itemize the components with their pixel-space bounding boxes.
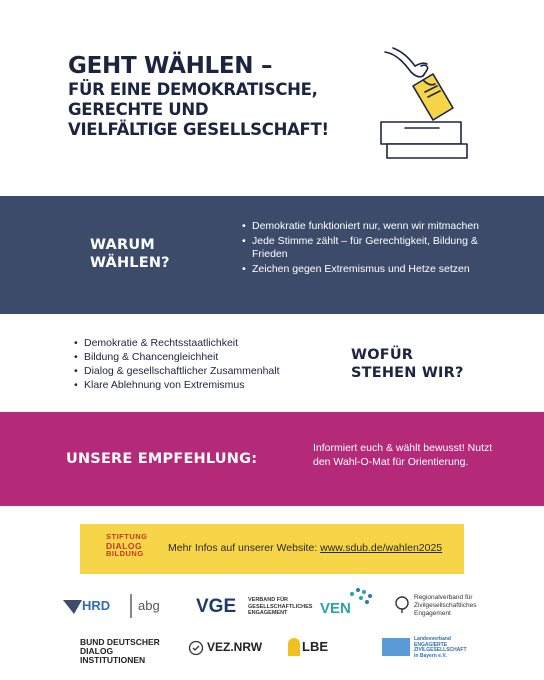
vge-subtitle-line-2: GESELLSCHAFTLICHES xyxy=(248,603,313,610)
why-heading-line-1: WARUM xyxy=(90,237,155,253)
recommendation-heading: UNSERE EMPFEHLUNG: xyxy=(66,451,258,467)
ven-logo-text: VEN xyxy=(320,600,351,617)
abg-divider xyxy=(130,594,132,618)
abg-logo xyxy=(130,592,184,622)
list-item: • Demokratie & Rechtsstaatlichkeit xyxy=(74,336,334,350)
vez-circle-icon xyxy=(188,640,204,656)
values-heading-line-1: WOFÜR xyxy=(351,347,414,363)
vez-nrw-logo xyxy=(188,638,278,660)
regionalverband-logo xyxy=(394,592,514,622)
logo-line-3: BILDUNG xyxy=(106,549,144,558)
ballot-box-icon xyxy=(375,46,475,166)
values-list xyxy=(74,336,334,392)
hrd-logo-text: HRD xyxy=(82,598,111,613)
abg-logo-text: abg xyxy=(138,598,160,613)
lbe-mark-icon xyxy=(288,638,300,656)
values-heading xyxy=(351,346,464,382)
bdd-line-2: DIALOG INSTITUTIONEN xyxy=(80,646,146,665)
list-item: • Dialog & gesellschaftlicher Zusammenhalt xyxy=(74,364,334,378)
ezg-line-4: in Bayern e.V. xyxy=(414,652,447,659)
recommendation-section xyxy=(0,412,544,506)
page-title xyxy=(68,52,368,140)
website-banner xyxy=(80,524,464,574)
why-vote-section xyxy=(0,196,544,314)
ezg-line-1: Landesverband xyxy=(414,636,451,642)
regionalverband-line-3: Engagement xyxy=(414,610,451,617)
list-item: • Demokratie funktioniert nur, wenn wir mitmachen xyxy=(242,220,502,234)
ven-logo xyxy=(318,586,382,624)
why-heading-line-2: WÄHLEN? xyxy=(90,255,170,271)
ezg-text xyxy=(414,637,467,659)
bdd-line-1: BUND DEUTSCHER xyxy=(80,637,160,647)
recommendation-text: Informiert euch & wählt bewusst! Nutzt den Wahl-O-Mat für Orientierung. xyxy=(313,442,493,468)
title-line-2: FÜR EINE DEMOKRATISCHE, xyxy=(68,80,318,99)
vge-subtitle-line-3: ENGAGEMENT xyxy=(248,610,288,616)
vge-subtitle xyxy=(248,597,312,617)
list-item: • Bildung & Chancengleichheit xyxy=(74,350,334,364)
ezg-mark-icon xyxy=(382,638,410,656)
ezg-logo xyxy=(382,636,492,660)
regionalverband-pin-icon xyxy=(394,596,410,614)
bdd-logo xyxy=(80,637,176,665)
regionalverband-line-2: Zivilgesellschaftliches xyxy=(414,602,477,609)
title-line-3: GERECHTE UND xyxy=(68,100,209,119)
vez-logo-text: VEZ.NRW xyxy=(207,640,263,654)
why-vote-heading xyxy=(90,236,170,272)
bdd-text xyxy=(80,638,176,665)
title-line-1: GEHT WÄHLEN – xyxy=(68,53,273,79)
values-heading-line-2: STEHEN WIR? xyxy=(351,365,464,381)
regionalverband-line-1: Regionalverband für xyxy=(414,594,473,601)
lbe-logo-text: LBE xyxy=(302,639,328,654)
hrd-logo xyxy=(62,594,114,620)
logo-line-1: STIFTUNG xyxy=(106,532,148,541)
website-info-prefix: Mehr Infos auf unserer Website: xyxy=(168,542,321,554)
list-item: • Klare Ablehnung von Extremismus xyxy=(74,378,334,392)
website-info xyxy=(168,542,442,555)
stiftung-dialog-bildung-logo xyxy=(106,533,150,559)
list-item: • Jede Stimme zählt – für Gerechtigkeit, Bildung & Frieden xyxy=(242,235,502,262)
title-line-4: VIELFÄLTIGE GESELLSCHAFT! xyxy=(68,120,329,139)
vge-logo-text: VGE xyxy=(196,596,237,617)
values-section xyxy=(0,314,544,412)
lbe-logo xyxy=(288,636,358,660)
ezg-line-2: ENGAGIERTE xyxy=(414,641,448,648)
why-vote-list xyxy=(242,220,502,277)
vge-subtitle-line-1: VERBAND FÜR xyxy=(248,597,289,603)
ezg-line-3: ZIVILGESELLSCHAFT xyxy=(414,647,467,653)
hero-section xyxy=(0,0,544,196)
regionalverband-text xyxy=(414,594,477,618)
partner-logos xyxy=(0,584,544,680)
logo-line-2: DIALOG xyxy=(106,540,143,551)
hrd-wing-icon xyxy=(62,596,84,616)
vge-logo xyxy=(196,592,316,622)
list-item: • Zeichen gegen Extremismus und Hetze setzen xyxy=(242,263,502,277)
website-link[interactable]: www.sdub.de/wahlen2025 xyxy=(320,542,443,554)
